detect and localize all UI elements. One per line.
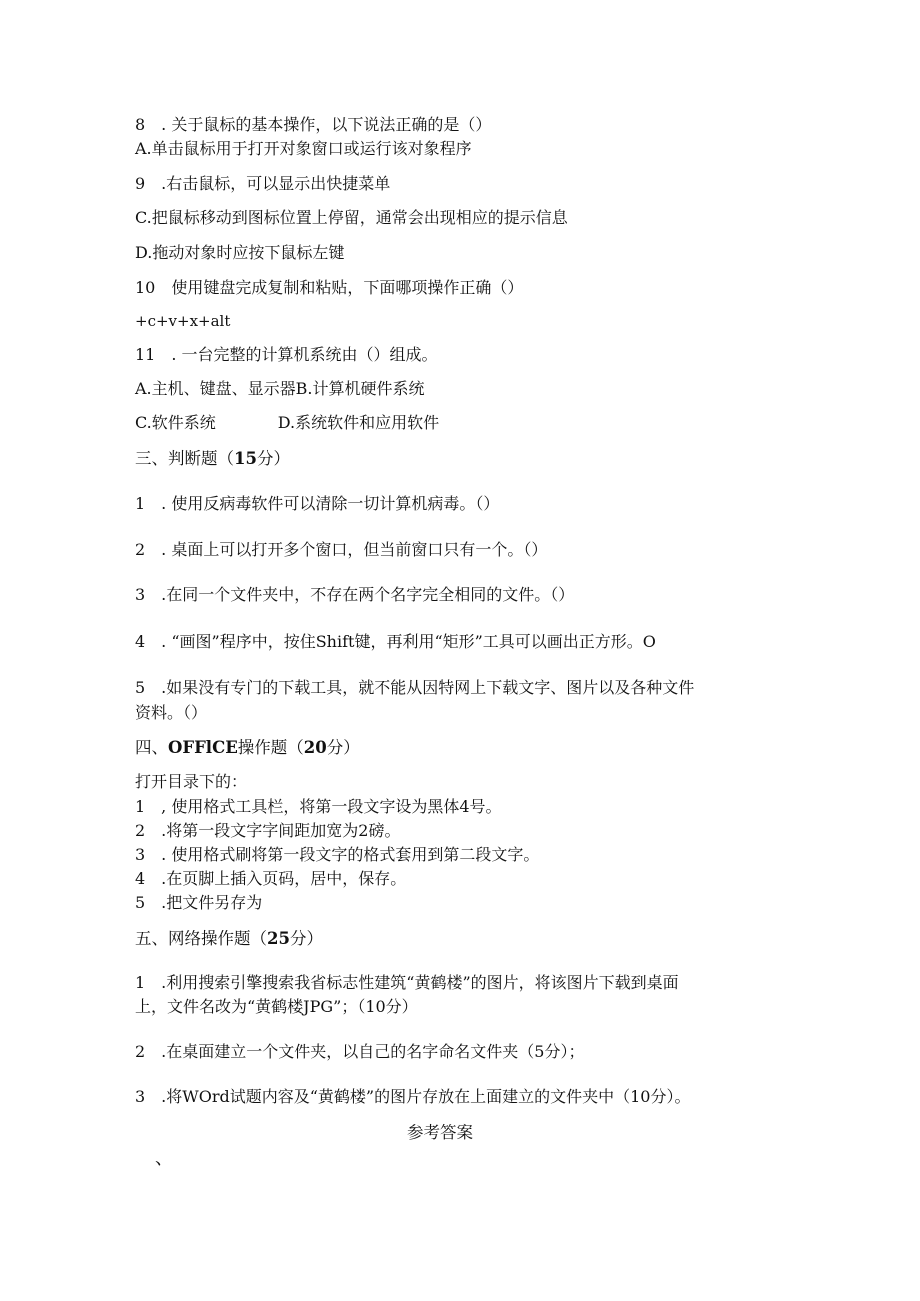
office-item-3: 3 . 使用格式刷将第一段文字的格式套用到第二段文字。 [135, 845, 540, 864]
section5-title [135, 928, 323, 950]
answers-title: 参考答案 [407, 1123, 473, 1142]
answers-mark: 、 [155, 1148, 173, 1169]
office-item-2: 2 .将第一段文字字间距加宽为2磅。 [135, 821, 401, 840]
judge-item-5: 5 .如果没有专门的下载工具，就不能从因特网上下载文字、图片以及各种文件 [135, 678, 695, 697]
section5-title-score: 25 [267, 929, 290, 948]
section4-title-score: 20 [303, 738, 327, 757]
q11-option-ab: A.主机、键盘、显示器B.计算机硬件系统 [135, 379, 425, 398]
q10-options: +c+v+x+alt [135, 312, 231, 330]
judge-item-5-cont: 资料。（） [135, 703, 208, 722]
office-item-4: 4 .在页脚上插入页码，居中，保存。 [135, 869, 407, 888]
section5-title-prefix: 五、网络操作题（ [135, 929, 267, 948]
section3-title-suffix: 分） [256, 449, 290, 468]
section4-title-suffix: 分） [326, 738, 360, 757]
section3-title-score: 15 [234, 449, 257, 468]
network-item-1: 1 .利用搜索引擎搜索我省标志性建筑“黄鹤楼”的图片，将该图片下载到桌面 [135, 973, 679, 992]
office-item-5: 5 .把文件另存为 [135, 893, 263, 912]
judge-item-1: 1 . 使用反病毒软件可以清除一切计算机病毒。（） [135, 494, 500, 513]
q11-option-c: C.软件系统 [135, 413, 216, 432]
office-item-1: 1 , 使用格式工具栏，将第一段文字设为黑体4号。 [135, 797, 502, 816]
judge-item-4: 4 . “画图”程序中，按住Shift键，再利用“矩形”工具可以画出正方形。O [135, 632, 656, 651]
network-item-3: 3 .将WOrd试题内容及“黄鹤楼”的图片存放在上面建立的文件夹中（10分）。 [135, 1087, 691, 1106]
q8-option-c: C.把鼠标移动到图标位置上停留，通常会出现相应的提示信息 [135, 208, 568, 227]
q10-stem: 10 使用键盘完成复制和粘贴，下面哪项操作正确（） [135, 278, 524, 297]
q8-option-b: 9 .右击鼠标，可以显示出快捷菜单 [135, 174, 391, 193]
section4-title-prefix: 四、 [135, 738, 168, 757]
q11-option-d: D.系统软件和应用软件 [277, 413, 440, 432]
section3-title-prefix: 三、判断题（ [135, 449, 234, 468]
q8-stem: 8 . 关于鼠标的基本操作，以下说法正确的是（） [135, 115, 492, 134]
q8-option-a: A.单击鼠标用于打开对象窗口或运行该对象程序 [135, 139, 472, 158]
section4-title-mid: 操作题（ [237, 738, 304, 757]
section3-title [135, 448, 290, 470]
section5-title-suffix: 分） [289, 929, 323, 948]
network-item-2: 2 .在桌面建立一个文件夹，以自己的名字命名文件夹（5分）； [135, 1042, 585, 1061]
judge-item-3: 3 .在同一个文件夹中，不存在两个名字完全相同的文件。（） [135, 585, 575, 604]
q11-option-cd [135, 412, 439, 434]
q8-option-d: D.拖动对象时应按下鼠标左键 [135, 243, 345, 262]
network-item-1-cont: 上，文件名改为“黄鹤楼JPG”；（10分） [135, 997, 418, 1016]
section4-title-office: OFFlCE [168, 738, 238, 757]
office-intro: 打开目录下的： [135, 772, 248, 791]
q11-stem: 11 . 一台完整的计算机系统由（）组成。 [135, 345, 438, 364]
section4-title [135, 737, 360, 759]
judge-item-2: 2 . 桌面上可以打开多个窗口，但当前窗口只有一个。（） [135, 540, 548, 559]
